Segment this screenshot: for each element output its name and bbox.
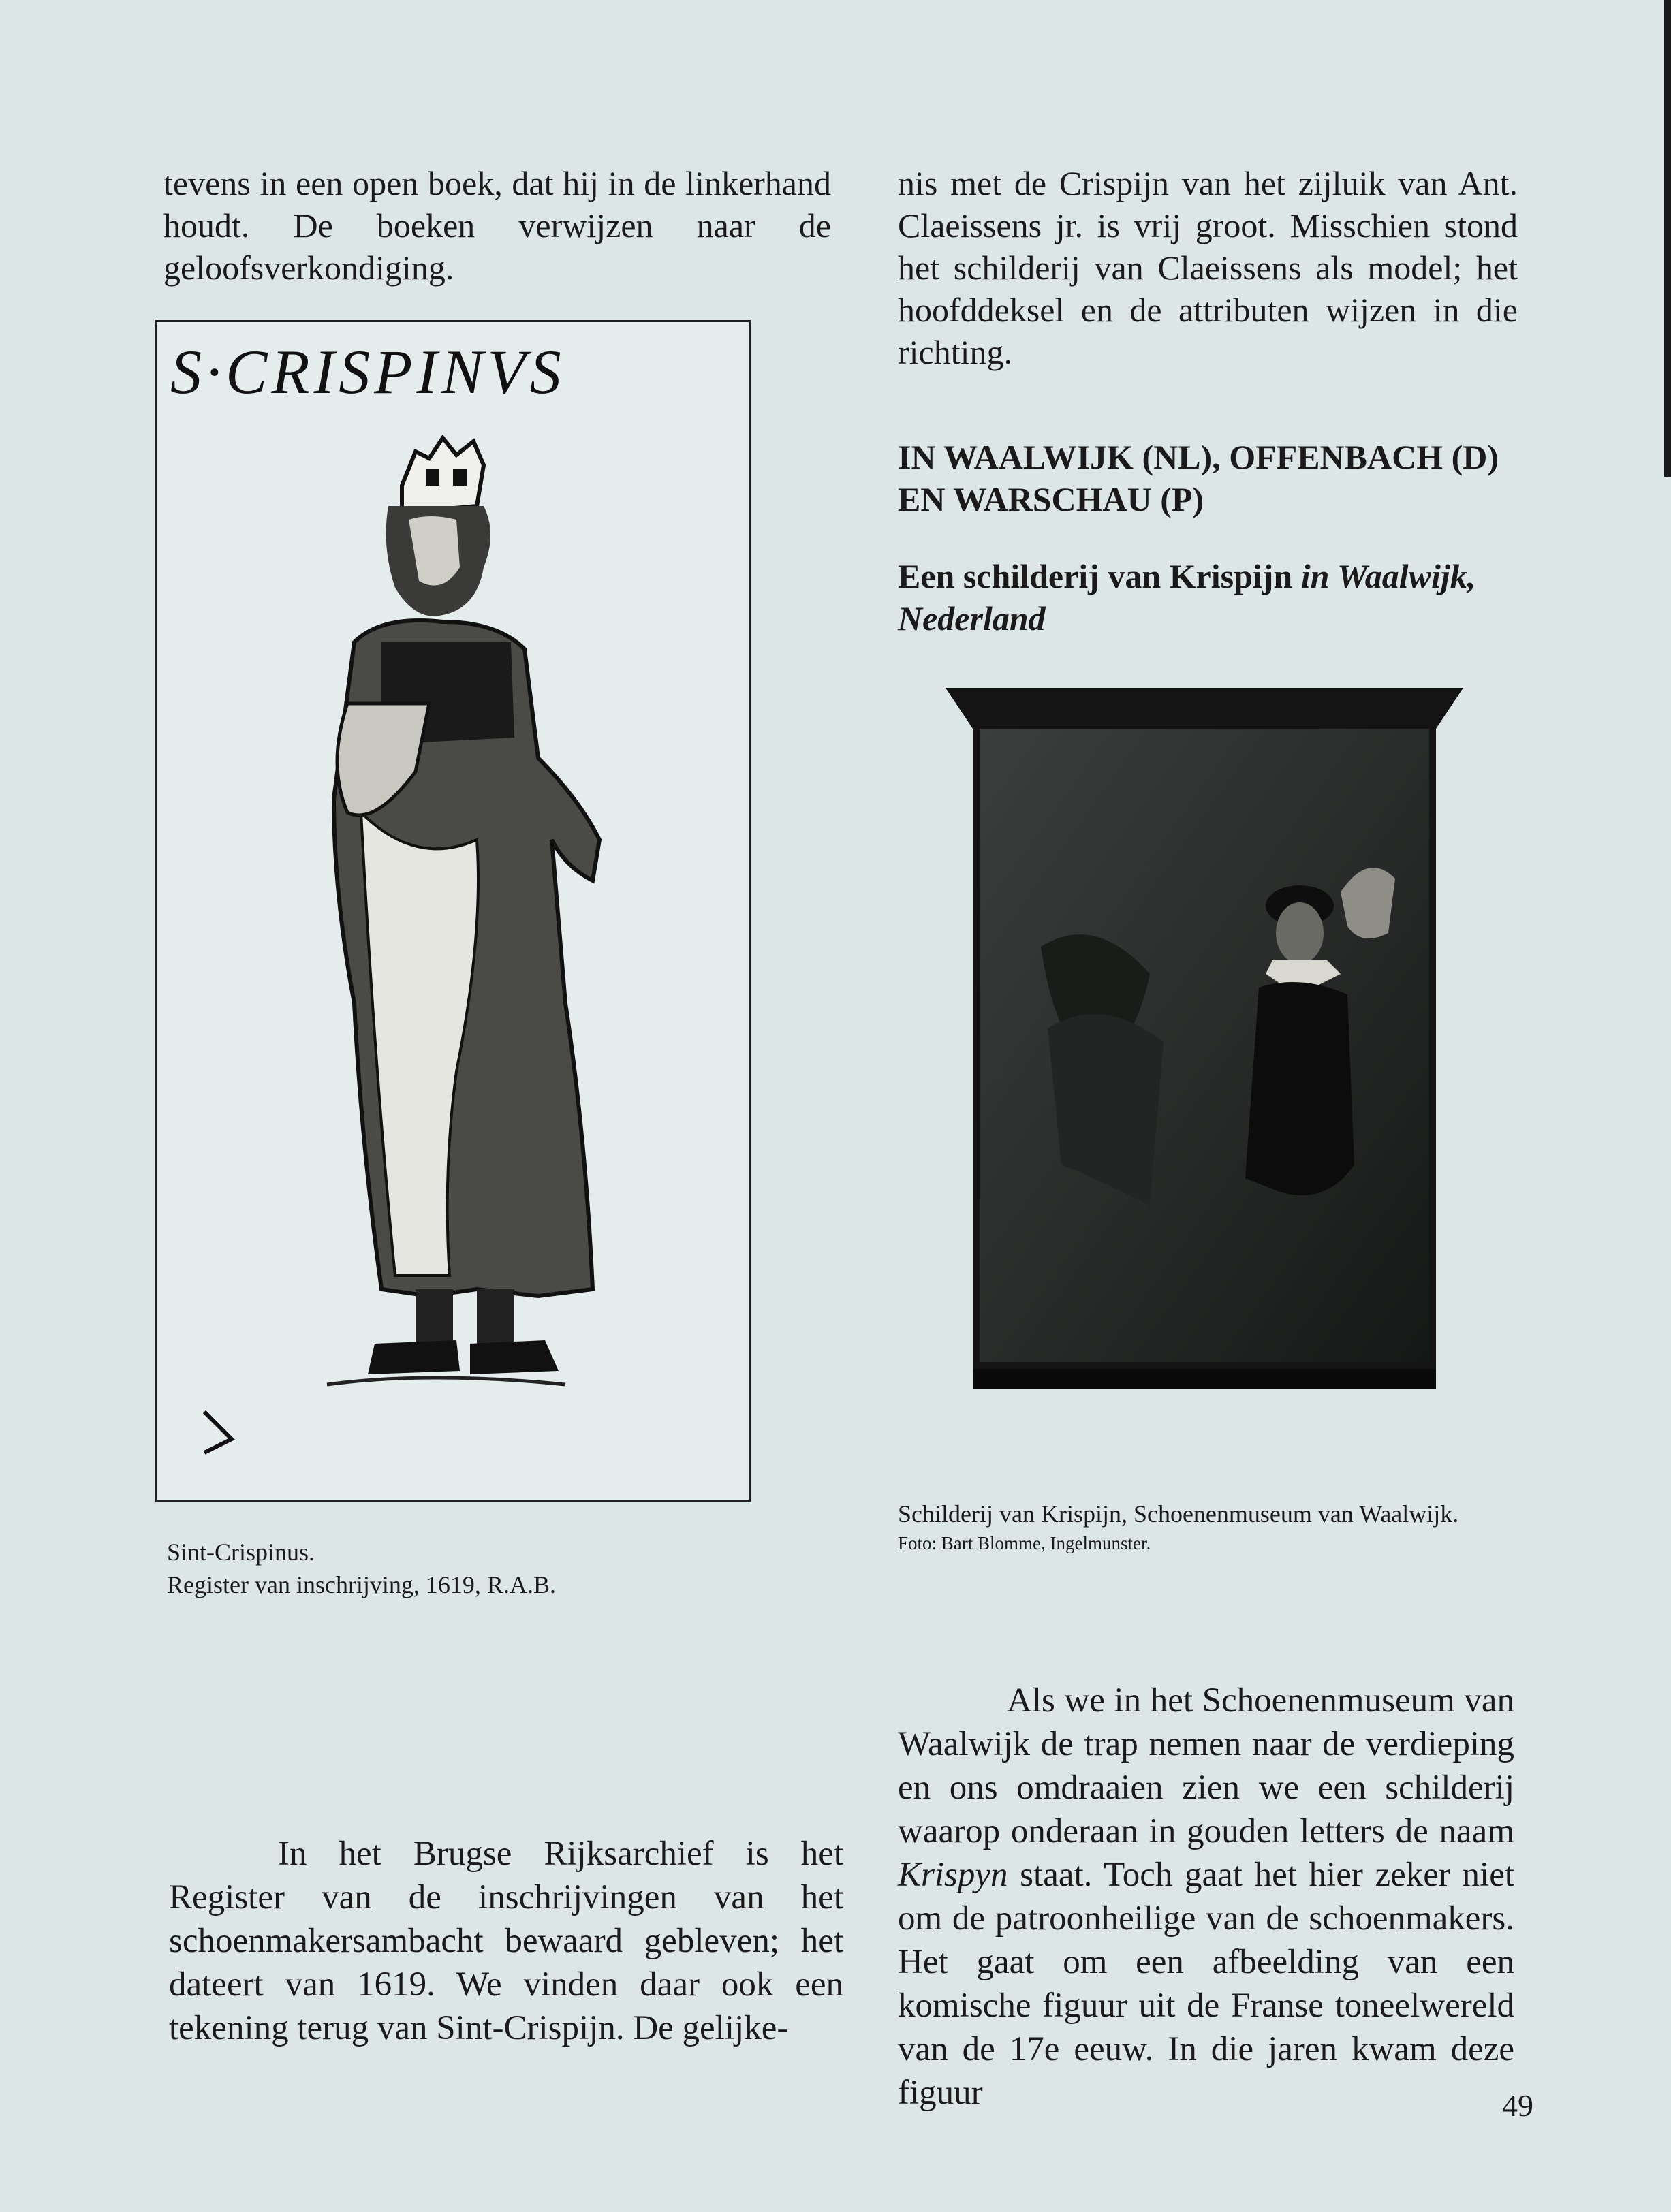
drawing-inscription: S·CRISPINVS [170, 337, 565, 407]
caption-line-2: Register van inschrijving, 1619, R.A.B. [167, 1571, 556, 1598]
top-left-paragraph [163, 162, 831, 289]
paragraph-part-2: staat. Toch gaat het hier zeker niet om de patroonheilige van de schoenmakers. Het gaat om een afbeelding van een komische figuur uit de Franse toneelwereld van de 17e eeuw. In die jaren kwam deze figuur [898, 1856, 1514, 2112]
caption-text: Schilderij van Krispijn, Schoenenmuseum van Waalwijk. [898, 1500, 1459, 1528]
left-figure-caption [167, 1536, 725, 1601]
page-edge [1664, 0, 1671, 477]
heading-line-2: EN WARSCHAU (P) [898, 480, 1204, 518]
paragraph-text: nis met de Crispijn van het zijluik van Ant. Claeissens jr. is vrij groot. Misschien stond het schilderij van Claeissens als model; het hoofddeksel en de attributen wijzen in die richting. [898, 164, 1518, 371]
bottom-right-paragraph [898, 1679, 1514, 2115]
paragraph-part-1: Als we in het Schoenenmuseum van Waalwijk de trap nemen naar de verdieping en ons omdraaien zien we een schilderij waarop onderaan in gouden letters de naam [898, 1681, 1514, 1850]
crispinus-drawing-frame [155, 320, 751, 1502]
crispinus-drawing [157, 322, 749, 1500]
heading-line-1: IN WAALWIJK (NL), OFFENBACH (D) [898, 438, 1499, 476]
paragraph-text: tevens in een open boek, dat hij in de linkerhand houdt. De boeken verwijzen naar de geloofsverkondiging. [163, 164, 831, 287]
subheading-italic: in Waalwijk, Nederland [898, 557, 1476, 637]
paragraph-italic-name: Krispyn [898, 1856, 1008, 1894]
page-number: 49 [1502, 2088, 1533, 2123]
subheading [898, 555, 1518, 639]
subheading-plain: Een schilderij van Krispijn [898, 557, 1301, 595]
paragraph-text [898, 1679, 1514, 2115]
photo-credit: Foto: Bart Blomme, Ingelmunster. [898, 1533, 1151, 1553]
caption-line-1: Sint-Crispinus. [167, 1538, 315, 1566]
krispijn-painting-photo [946, 688, 1463, 1413]
right-figure-caption [898, 1498, 1525, 1557]
top-right-paragraph [898, 162, 1518, 373]
bottom-left-paragraph [169, 1832, 843, 2050]
section-heading [898, 436, 1518, 520]
paragraph-text: In het Brugse Rijksarchief is het Register van de inschrijvingen van het schoenmakersambacht bewaard gebleven; het dateert van 1619. We vinden daar ook een tekening terug van Sint-Crispijn. De gelijke- [169, 1835, 843, 2047]
